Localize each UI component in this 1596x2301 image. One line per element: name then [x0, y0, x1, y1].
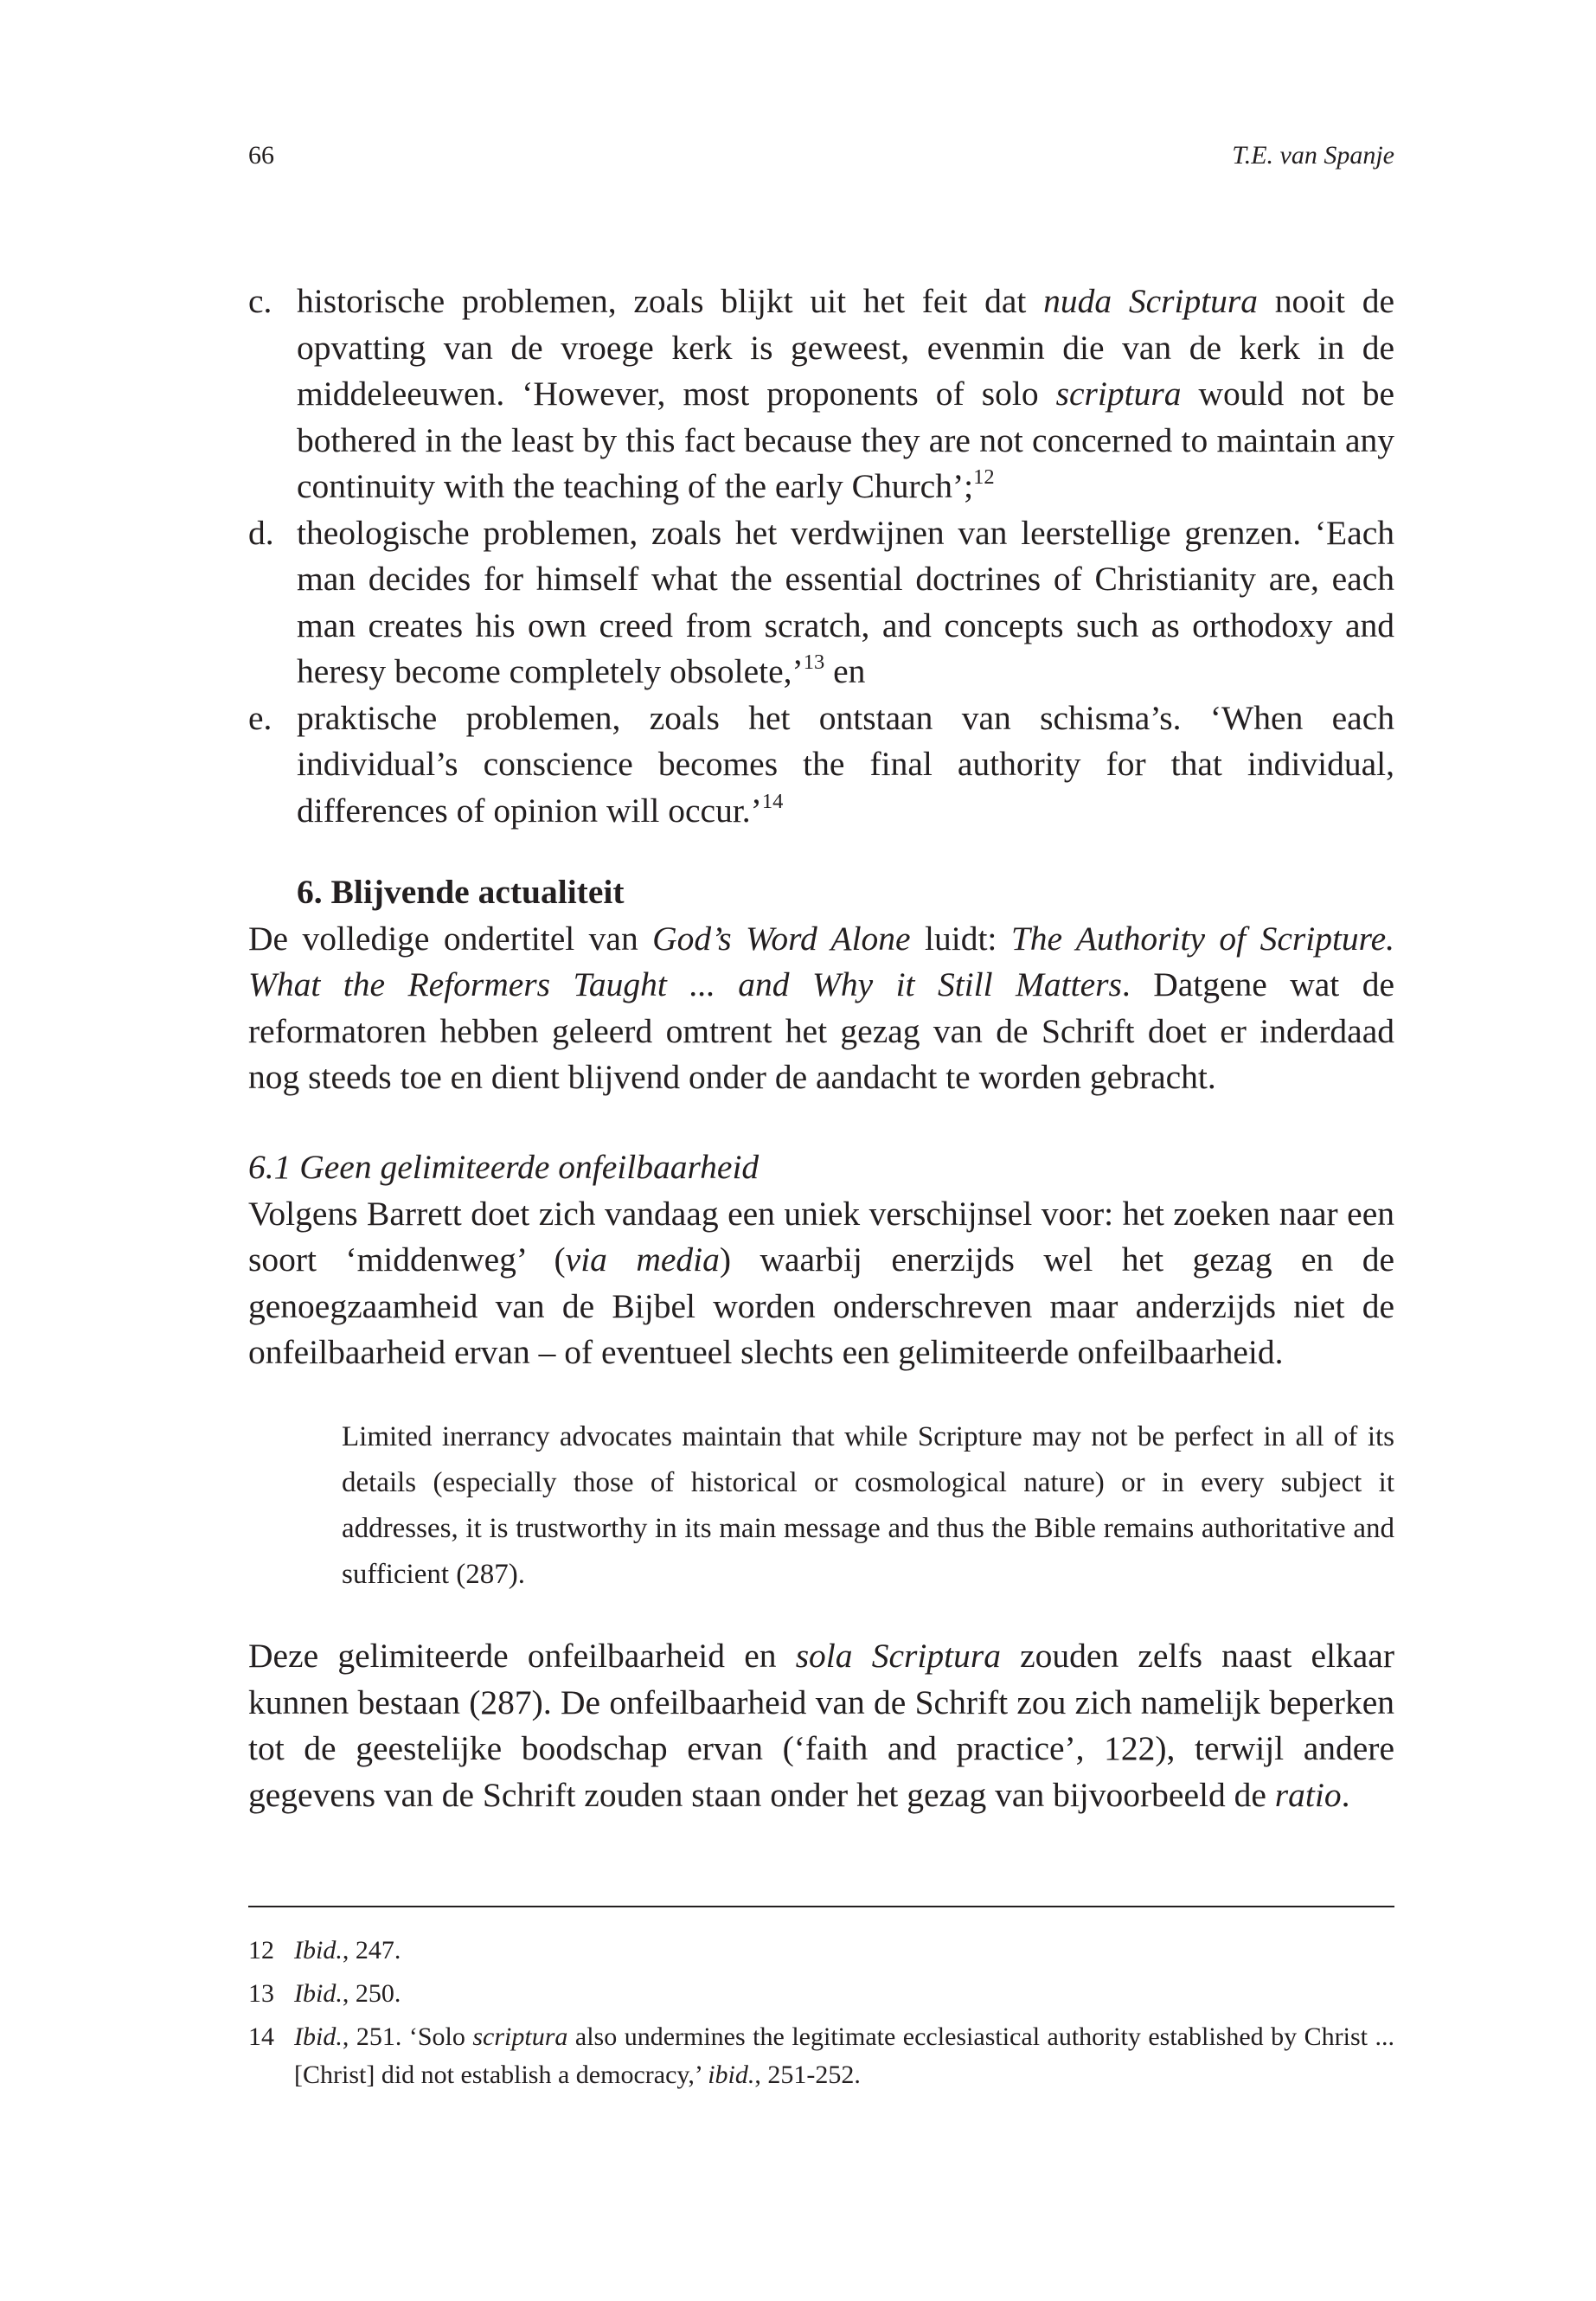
footnote-number: 12: [248, 1936, 274, 1965]
book-page: [248, 0, 1394, 2301]
footnote-ref-14[interactable]: 14: [761, 789, 784, 813]
problem-list: [248, 279, 1394, 834]
list-item-e: e. praktische problemen, zoals het ontstaan van schisma’s. ‘When each individual’s conscience becomes the final authority for that individual, differences of opinion will occur.’$^{14}$: [248, 695, 1394, 835]
section-6: [248, 869, 1394, 1101]
page-number: 66: [248, 141, 274, 170]
footnotes: [248, 1932, 1394, 2099]
running-head-author: T.E. van Spanje: [1232, 141, 1394, 170]
list-item-c: c. historische problemen, zoals blijkt uit het feit dat nuda Scriptura nooit de opvatting van de vroege kerk is geweest, evenmin die van de kerk in de middeleeuwen. ‘However, most proponents of solo scriptura would not be bothered in the least by this fact because they are not concerned to maintain any continuity with the teaching of the early Church’;$^{12}$: [248, 279, 1394, 510]
block-quote: Limited inerrancy advocates maintain that while Scripture may not be perfect in all of its details (especially those of historical or cosmological nature) or in every subject it addresses, it is trustworthy in its main message and thus the Bible remains authoritative and sufficient (287).: [342, 1421, 1394, 1590]
list-label: d.: [248, 513, 274, 552]
footnote-12: 12 Ibid., 247.: [248, 1932, 1394, 1970]
section-6-1: [248, 1144, 1394, 1376]
section-heading: 6. Blijvende actualiteit: [297, 873, 625, 911]
subsection-paragraph: Volgens Barrett doet zich vandaag een uniek verschijnsel voor: het zoeken naar een soort ‘middenweg’ (via media) waarbij enerzijds wel het gezag en de genoegzaamheid van de Bijbel worden onderschreven maar anderzijds niet de onfeilbaarheid ervan – of eventueel slechts een gelimiteerde onfeilbaarheid.: [248, 1194, 1394, 1371]
footnote-divider: [248, 1906, 1394, 1907]
footnote-13: 13 Ibid., 250.: [248, 1975, 1394, 2013]
footnote-ref-12[interactable]: 12: [973, 465, 995, 490]
footnote-ref-13[interactable]: 13: [803, 651, 825, 675]
section-paragraph: De volledige ondertitel van God’s Word Alone luidt: The Authority of Scripture. What the Reformers Taught ... and Why it Still Matters. Datgene wat de reformatoren hebben geleerd omtrent het gezag van de Schrift doet er inderdaad nog steeds toe en dient blijvend onder de aandacht te worden gebracht.: [248, 919, 1394, 1096]
subsection-heading: 6.1 Geen gelimiteerde onfeilbaarheid: [248, 1148, 760, 1186]
footnote-14: 14 Ibid., 251. ‘Solo scriptura also undermines the legitimate ecclesiastical authority established by Christ ... [Christ] did not establish a democracy,’ ibid., 251-252.: [248, 2018, 1394, 2094]
list-label: c.: [248, 282, 272, 320]
footnote-number: 14: [248, 2022, 274, 2051]
list-item-d: d. theologische problemen, zoals het verdwijnen van leerstellige grenzen. ‘Each man decides for himself what the essential doctrines of Christianity are, each man creates his own creed from scratch, and concepts such as orthodoxy and heresy become completely obsolete,’$^{13}$ en: [248, 510, 1394, 695]
footnote-number: 13: [248, 1979, 274, 2008]
after-quote-paragraph: Deze gelimiteerde onfeilbaarheid en sola Scriptura zouden zelfs naast elkaar kunnen bestaan (287). De onfeilbaarheid van de Schrift zou zich namelijk beperken tot de geestelijke boodschap ervan (‘faith and practice’, 122), terwijl andere gegevens van de Schrift zouden staan onder het gezag van bijvoorbeeld de ratio.: [248, 1637, 1394, 1814]
list-label: e.: [248, 698, 272, 737]
